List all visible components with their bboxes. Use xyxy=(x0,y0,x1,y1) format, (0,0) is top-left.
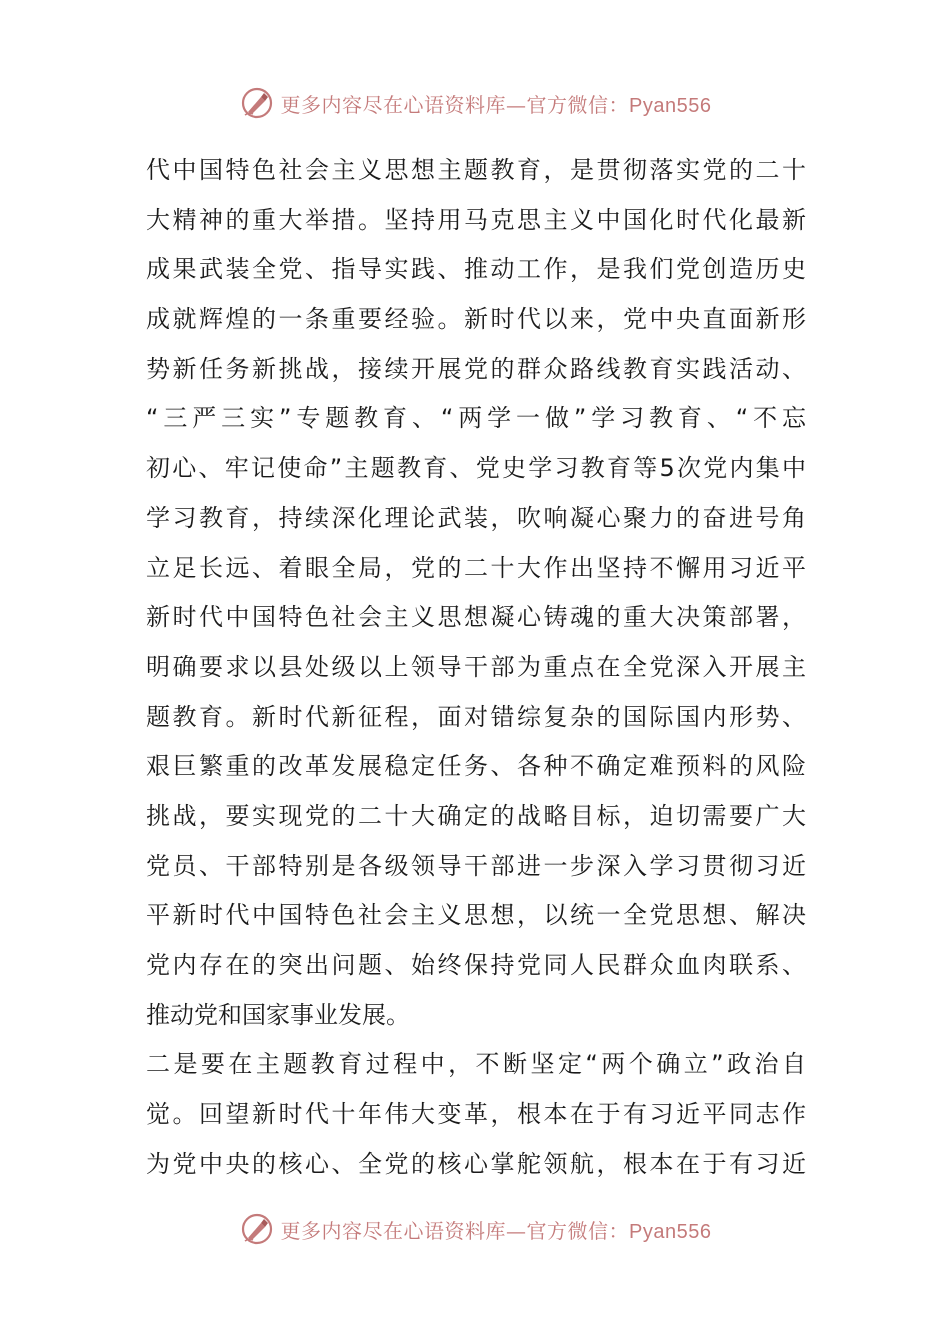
document-body xyxy=(146,146,806,1189)
body-line: 平新时代中国特色社会主义思想，以统一全党思想、解决 xyxy=(146,901,806,930)
body-line: 代中国特色社会主义思想主题教育，是贯彻落实党的二十 xyxy=(146,156,806,184)
body-line: 二是要在主题教育过程中，不断坚定“两个确立”政治自 xyxy=(146,1050,806,1079)
body-line: 势新任务新挑战，接续开展党的群众路线教育实践活动、 xyxy=(146,354,806,383)
footer-watermark-text: 更多内容尽在心语资料库—官方微信：Pyan556 xyxy=(280,1218,712,1243)
body-line: 党内存在的突出问题、始终保持党同人民群众血肉联系、 xyxy=(146,951,806,979)
body-line: 推动党和国家事业发展。 xyxy=(146,1000,410,1029)
body-line: 艰巨繁重的改革发展稳定任务、各种不确定难预料的风险 xyxy=(146,752,806,781)
body-line: 挑战，要实现党的二十大确定的战略目标，迫切需要广大 xyxy=(146,801,806,830)
body-line: 明确要求以县处级以上领导干部为重点在全党深入开展主 xyxy=(146,652,806,681)
header-watermark-id: Pyan556 xyxy=(629,94,712,117)
header-watermark-text: 更多内容尽在心语资料库—官方微信：Pyan556 xyxy=(280,92,712,117)
footer-watermark xyxy=(0,1209,950,1249)
body-line: 立足长远、着眼全局，党的二十大作出坚持不懈用习近平 xyxy=(146,553,806,582)
pen-nib-circle-icon xyxy=(239,85,275,121)
body-line: “三严三实”专题教育、“两学一做”学习教育、“不忘 xyxy=(146,404,806,433)
body-line: 大精神的重大举措。坚持用马克思主义中国化时代化最新 xyxy=(146,205,806,234)
body-line: 成就辉煌的一条重要经验。新时代以来，党中央直面新形 xyxy=(146,305,806,334)
body-line: 题教育。新时代新征程，面对错综复杂的国际国内形势、 xyxy=(146,702,806,731)
body-line: 党员、干部特别是各级领导干部进一步深入学习贯彻习近 xyxy=(146,851,806,880)
header-watermark xyxy=(0,83,950,123)
body-line: 为党中央的核心、全党的核心掌舵领航，根本在于有习近 xyxy=(146,1149,806,1178)
pen-nib-circle-icon xyxy=(239,1211,275,1247)
footer-watermark-id: Pyan556 xyxy=(629,1220,712,1243)
body-line: 学习教育，持续深化理论武装，吹响凝心聚力的奋进号角 xyxy=(146,503,806,532)
body-line: 新时代中国特色社会主义思想凝心铸魂的重大决策部署， xyxy=(146,603,806,632)
body-line: 初心、牢记使命”主题教育、党史学习教育等5次党内集中 xyxy=(146,454,806,483)
body-line: 觉。回望新时代十年伟大变革，根本在于有习近平同志作 xyxy=(146,1100,806,1129)
body-line: 成果武装全党、指导实践、推动工作，是我们党创造历史 xyxy=(146,255,806,284)
